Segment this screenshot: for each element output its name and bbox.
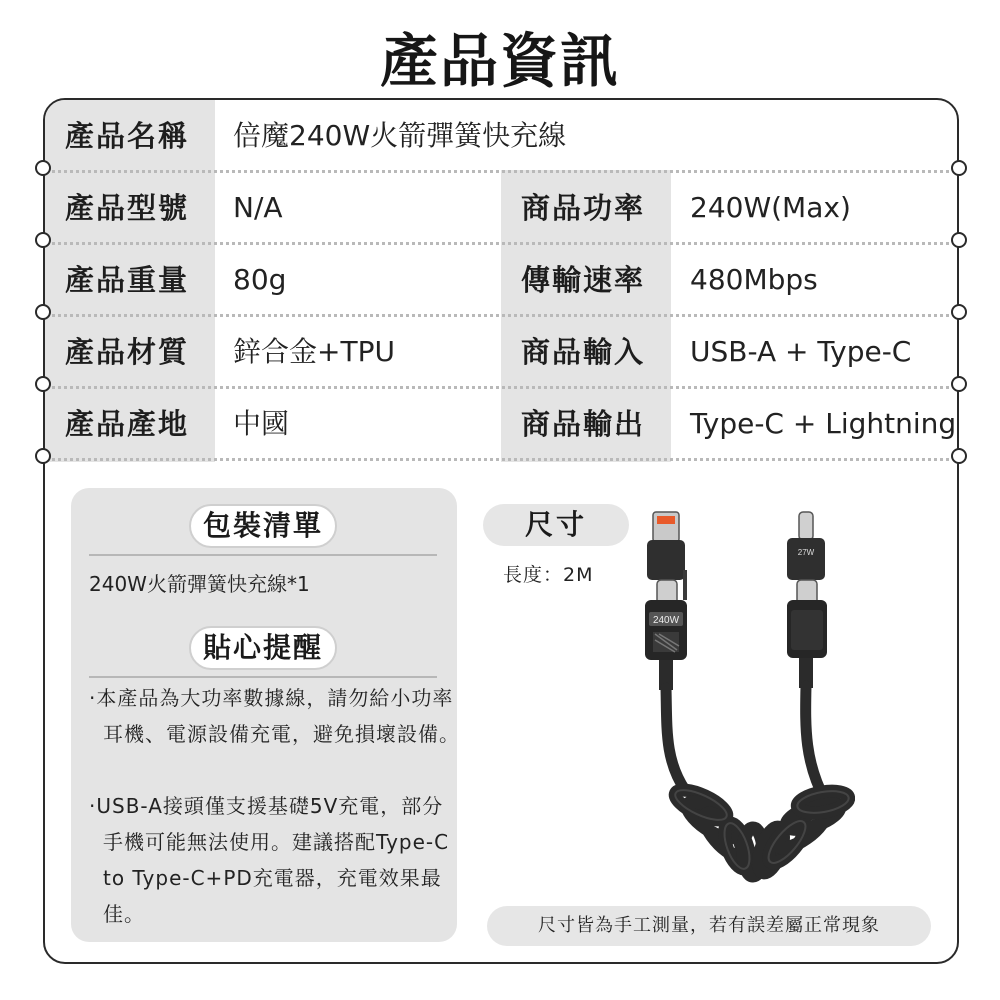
spec-label-power: 商品功率 [521,191,646,225]
spec-value-speed: 480Mbps [690,263,818,296]
frame-notch [951,448,967,464]
right-adapter-body [787,538,825,580]
reminder-divider [89,676,437,678]
spec-value-weight: 80g [233,263,287,296]
frame-notch [35,304,51,320]
spec-value-input: USB-A + Type-C [690,335,912,368]
package-panel [71,488,460,942]
spec-value-origin: 中國 [233,407,290,440]
adapter-body [647,540,685,580]
spec-label-model: 產品型號 [65,191,190,225]
spec-frame [43,98,959,964]
measurement-note: 尺寸皆為手工測量，若有誤差屬正常現象 [487,906,931,946]
spec-value-name: 倍魔240W火箭彈簧快充線 [233,119,567,152]
spec-label-weight: 產品重量 [65,263,190,297]
frame-notch [951,304,967,320]
reminder-heading: 貼心提醒 [189,626,337,670]
coiled-cable-image [625,500,855,890]
frame-notch [951,376,967,392]
spec-label-name: 產品名稱 [65,119,190,153]
frame-notch [35,160,51,176]
page-title: 產品資訊 [379,27,620,95]
frame-notch [35,448,51,464]
package-heading: 包裝清單 [189,504,337,548]
row-separator [45,242,957,245]
left-badge-text: 240W [652,615,680,626]
spec-label-speed: 傳輸速率 [521,263,646,297]
row-separator [45,170,957,173]
row-separator [45,458,957,461]
spec-label-material: 產品材質 [65,335,190,369]
frame-notch [35,232,51,248]
frame-notch [951,160,967,176]
reminder-tip: ·本產品為大功率數據線，請勿給小功率耳機、電源設備充電，避免損壞設備。 [89,686,460,746]
spec-value-model: N/A [233,191,283,224]
lightning-plug [799,512,813,540]
spec-label-input: 商品輸入 [521,335,646,369]
reminder-tip: ·USB-A接頭僅支援基礎5V充電，部分手機可能無法使用。建議搭配Type-C to Type-C+PD充電器，充電效果最佳。 [89,794,450,926]
cable-coils [671,784,850,876]
frame-notch [35,376,51,392]
size-length: 長度：2M [503,564,594,586]
row-separator [45,314,957,317]
spec-label-origin: 產品產地 [65,407,190,441]
spec-value-material: 鋅合金+TPU [233,335,395,368]
row-separator [45,386,957,389]
spec-label-output: 商品輸出 [521,407,646,441]
package-item: 240W火箭彈簧快充線*1 [89,572,310,596]
package-divider [89,554,437,556]
spec-value-output: Type-C + Lightning [690,407,957,440]
right-badge-text: 27W [797,548,815,557]
frame-notch [951,232,967,248]
spec-value-power: 240W(Max) [690,191,851,224]
size-heading: 尺寸 [483,504,629,546]
